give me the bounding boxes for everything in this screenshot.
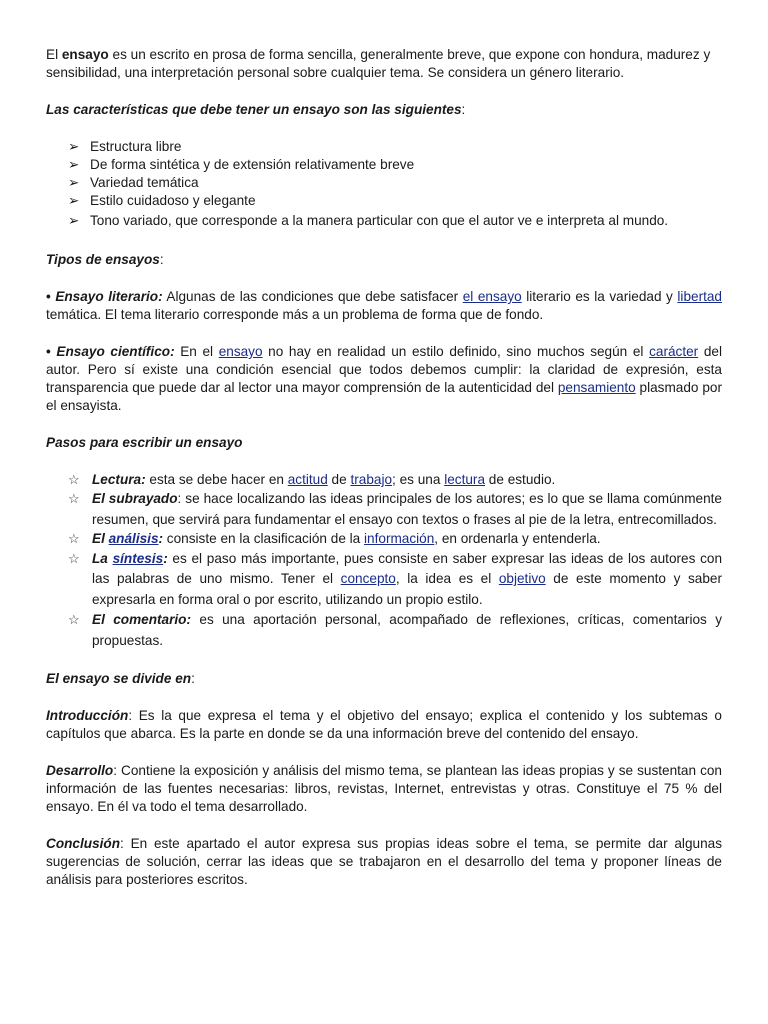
step-text: de este momento y saber expresarla en forma oral o por escrito, utilizando un propio estilo. [92,571,722,607]
dot-bullet-icon: • [46,344,57,359]
steps-heading [46,434,722,452]
link-caracter[interactable]: carácter [649,344,699,359]
section-label: Conclusión [46,836,121,852]
list-item [68,210,722,232]
list-item [68,174,722,192]
divide-heading [46,670,722,688]
link-trabajo[interactable]: trabajo [350,472,393,487]
section-label: Desarrollo [46,763,114,779]
arrow-bullet-icon: ➢ [68,193,80,208]
step-analysis [68,530,722,548]
step-comment [68,610,722,651]
step-text: es el paso más importante, pues consiste en saber expresar las ideas de los autores con las palabras de uno mismo. Tener el [92,550,723,587]
step-text: es una aportación personal, acompañado de reflexiones, críticas, comentarios y propuestas. [92,612,722,648]
paragraph-text: plasmado por el ensayista. [46,380,722,413]
link-actitud[interactable]: actitud [287,472,328,487]
heading-colon: : [191,671,195,687]
intro-text: es un escrito en prosa de forma sencilla, generalmente breve, que expone con hondura, madurez y sensibilidad, una interpretación personal sobre cualquier tema. Se considera un género literario. [46,47,711,80]
characteristics-heading-text: Las características que debe tener un ensayo son las siguientes [46,102,462,117]
literary-essay-label: Ensayo literario: [55,289,163,304]
section-text: : Es la que expresa el tema y el objetivo del ensayo; explica el contenido y los subtemas o capítulos que abarca. Es la parte en donde se da una información breve del contenido del ensayo. [46,708,722,742]
arrow-bullet-icon: ➢ [68,175,80,190]
step-label-colon: : [158,531,164,547]
step-label: Lectura: [92,472,146,487]
scientific-essay-paragraph [46,343,722,415]
types-heading [46,251,722,269]
section-label: Introducción [46,708,129,724]
step-label: El [92,531,109,547]
list-item-text: Estilo cuidadoso y elegante [90,193,256,208]
star-bullet-icon: ☆ [68,472,80,487]
link-lectura[interactable]: lectura [444,472,486,487]
link-concepto[interactable]: concepto [340,571,396,587]
heading-colon: : [159,252,164,267]
step-label: El subrayado [92,491,178,507]
link-sintesis[interactable]: síntesis [112,550,164,566]
paragraph-text: literario es la variedad y [521,289,678,304]
list-item [68,138,722,156]
step-label: La [92,550,113,566]
link-ensayo[interactable]: ensayo [218,344,263,359]
star-bullet-icon: ☆ [68,612,80,628]
step-text: , en ordenarla y entenderla. [434,531,601,547]
paragraph-text: no hay en realidad un estilo definido, sino muchos según el [262,344,650,359]
arrow-bullet-icon: ➢ [68,213,80,228]
step-text: , la idea es el [395,571,499,587]
star-bullet-icon: ☆ [68,531,80,547]
dot-bullet-icon: • [46,289,56,304]
step-text: de estudio. [485,472,556,487]
intro-bold-term: ensayo [61,47,109,62]
step-text: consiste en la clasificación de la [163,531,365,547]
list-item [68,156,722,174]
link-analisis[interactable]: análisis [108,531,159,547]
literary-essay-paragraph [46,288,722,324]
intro-paragraph [46,46,722,82]
link-libertad[interactable]: libertad [677,289,722,304]
heading-colon: : [461,102,466,117]
link-informacion[interactable]: información [364,531,435,547]
step-label-colon: : [163,550,168,566]
paragraph-text: temática. El tema literario corresponde más a un problema de forma que de fondo. [46,307,544,322]
section-text: : Contiene la exposición y análisis del mismo tema, se plantean las ideas propias y se sustentan con información de las fuentes necesarias: libros, revistas, Internet, entrevistas y otras. Constituye el 75 % del ensayo. En él va todo el tema desarrollado. [46,763,722,815]
types-heading-text: Tipos de ensayos [46,252,160,267]
step-synthesis [68,549,723,611]
step-reading [68,471,722,489]
paragraph-text: En el [174,344,219,359]
intro-lead: El [46,47,62,62]
characteristics-list [46,138,722,232]
list-item-text: Tono variado, que corresponde a la manera particular con que el autor ve e interpreta al mundo. [90,213,669,228]
paragraph-text: Algunas de las condiciones que debe satisfacer [162,289,463,304]
section-text: : En este apartado el autor expresa sus propias ideas sobre el tema, se permite dar algunas sugerencias de solución, cerrar las ideas que se trabajaron en el desarrollo del tema y proponer líneas de análisis para posteriores escritos. [46,836,722,888]
steps-heading-text: Pasos para escribir un ensayo [46,435,243,450]
link-pensamiento[interactable]: pensamiento [557,380,636,395]
paragraph-text: del autor. Pero sí existe una condición esencial que todos debemos cumplir: la claridad de expresión, esta transparencia que puede dar al lector una mayor comprensión de la autenticidad del [46,344,722,395]
conclusion-section [46,835,722,889]
step-text: : se hace localizando las ideas principales de los autores; es lo que se llama comúnmente resumen, que servirá para fundamentar el ensayo con textos o frases al pie de la letra, entrecomillados. [92,491,722,527]
step-underline [68,489,722,530]
list-item-text: Estructura libre [90,139,182,154]
steps-list [46,471,722,651]
link-el-ensayo[interactable]: el ensayo [462,289,522,304]
characteristics-heading [46,101,722,119]
step-text: esta se debe hacer en [145,472,288,487]
list-item-text: De forma sintética y de extensión relativamente breve [90,157,415,172]
divide-heading-text: El ensayo se divide en [46,671,192,687]
arrow-bullet-icon: ➢ [68,139,80,154]
star-bullet-icon: ☆ [68,550,80,566]
step-label: El comentario: [92,612,192,628]
list-item-text: Variedad temática [90,175,199,190]
scientific-essay-label: Ensayo científico: [56,344,175,359]
introduction-section [46,707,722,743]
list-item [68,192,722,210]
link-objetivo[interactable]: objetivo [498,571,546,587]
development-section [46,762,722,816]
step-text: de [327,472,351,487]
step-text: ; es una [392,472,445,487]
arrow-bullet-icon: ➢ [68,157,80,172]
star-bullet-icon: ☆ [68,491,80,507]
